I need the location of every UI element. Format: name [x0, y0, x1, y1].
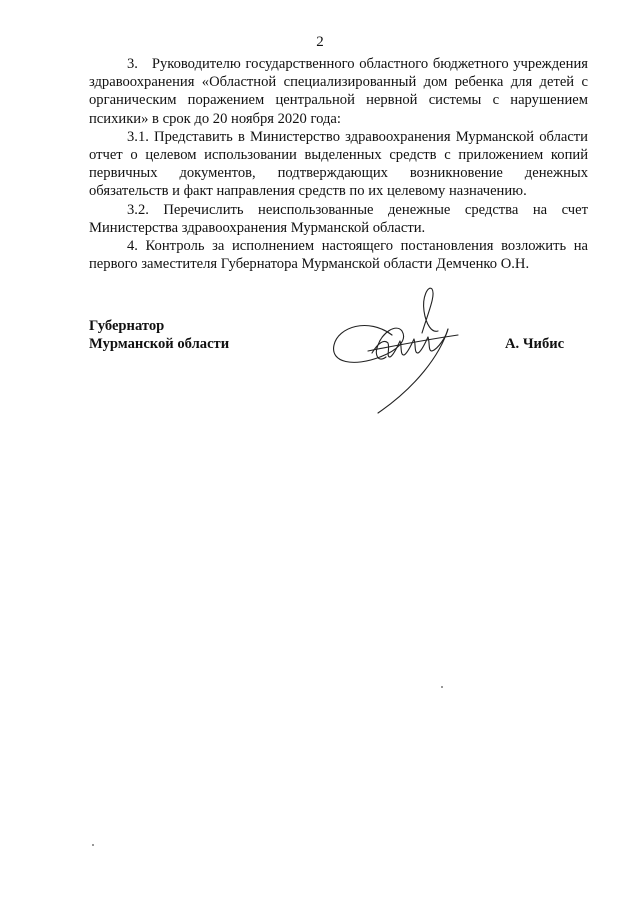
signatory-title-line1: Губернатор	[89, 318, 165, 334]
scan-speck	[441, 686, 443, 688]
paragraph-4: 4. Контроль за исполнением настоящего постановления возложить на первого заместителя Губернатора Мурманской области Демченко О.Н.	[89, 238, 588, 273]
page-number: 2	[316, 34, 324, 50]
signatory-title	[89, 317, 229, 353]
handwritten-signature	[328, 283, 468, 423]
paragraph-3: 3. Руководителю государственного областного бюджетного учреждения здравоохранения «Областной специализированный дом ребенка для детей с органическим поражением центральной нервной системы с нарушением психики» в срок до 20 ноября 2020 года:	[89, 56, 588, 127]
signatory-title-line2: Мурманской области	[89, 336, 230, 352]
document-body	[89, 55, 588, 273]
scan-speck	[92, 844, 94, 846]
paragraph-3-2: 3.2. Перечислить неиспользованные денежные средства на счет Министерства здравоохранения Мурманской области.	[89, 201, 588, 236]
signatory-name: А. Чибис	[505, 336, 565, 352]
paragraph-3-1: 3.1. Представить в Министерство здравоохранения Мурманской области отчет о целевом использовании выделенных средств с приложением копий первичных документов, подтверждающих возникновение денежных обязательств и факт направления средств по их целевому назначению.	[89, 128, 588, 200]
